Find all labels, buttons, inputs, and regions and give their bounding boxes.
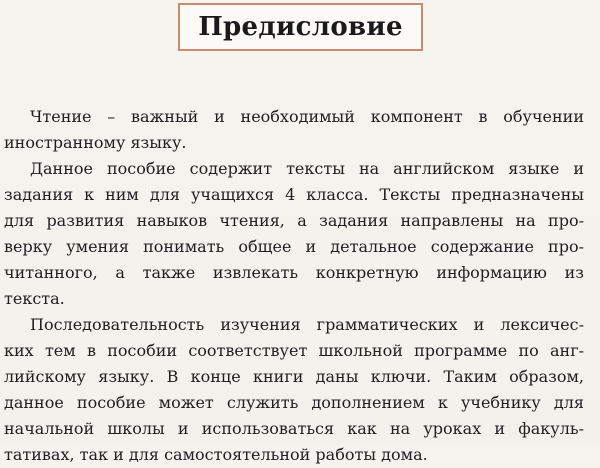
text-line: Данное пособие содержит тексты на английском языке и <box>30 159 584 178</box>
text-line: текста. <box>4 289 65 308</box>
text-line: тативах, так и для самостоятельной работы дома. <box>4 445 428 464</box>
text-line: Чтение – важный и необходимый компонент в обучении <box>30 107 584 126</box>
text-line: Последовательность изучения грамматических и лексичес- <box>30 315 584 334</box>
text-line: ких тем в пособии соответствует школьной программе по анг- <box>4 341 584 360</box>
text-line: верку умения понимать общее и детальное содержание про- <box>4 237 584 256</box>
text-line: читанного, а также извлекать конкретную информацию из <box>4 263 584 282</box>
page-title: Предисловие <box>198 12 403 42</box>
title-frame <box>178 3 423 51</box>
text-line: иностранному языку. <box>4 133 187 152</box>
text-line: данное пособие может служить дополнением к учебнику для <box>4 393 584 412</box>
text-line: для развития навыков чтения, а задания направлены на про- <box>4 211 584 230</box>
text-line: лийскому языку. В конце книги даны ключи. Таким образом, <box>4 367 584 386</box>
text-line: начальной школы и использоваться как на уроках и факуль- <box>4 419 584 438</box>
text-line: задания к ним для учащихся 4 класса. Тексты предназначены <box>4 185 584 204</box>
